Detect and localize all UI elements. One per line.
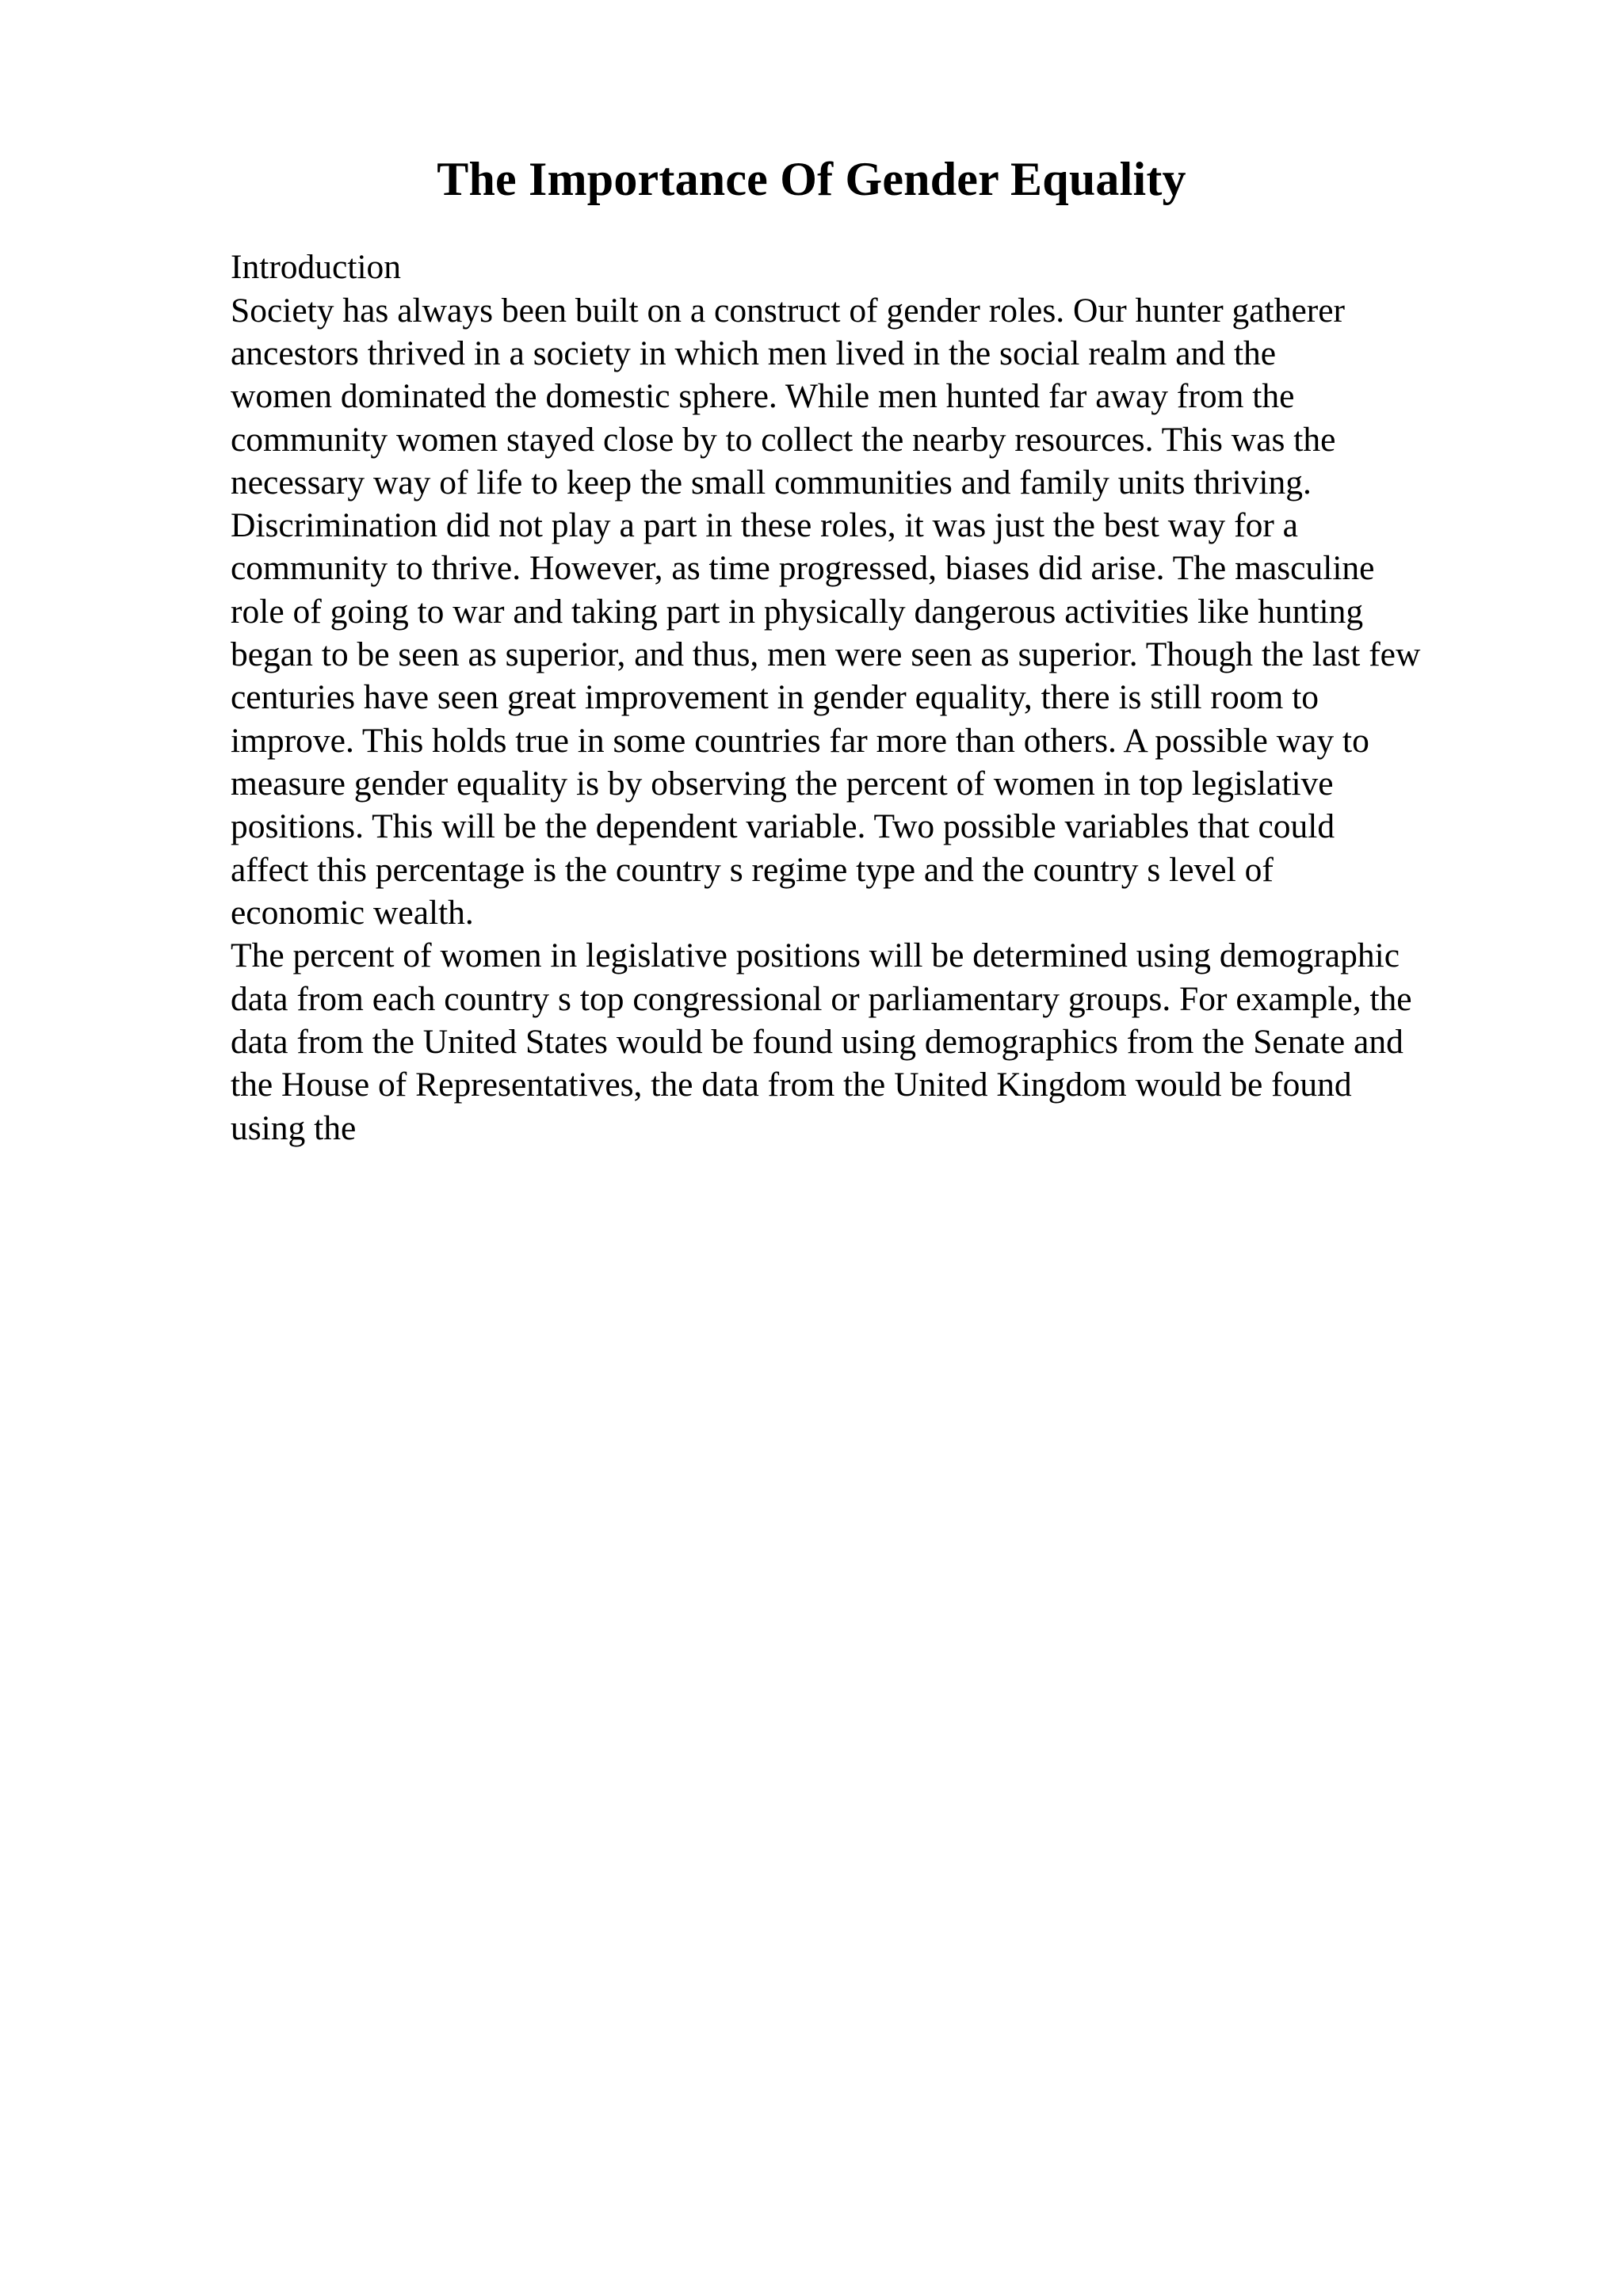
section-heading-introduction: Introduction	[231, 248, 402, 286]
body-line-12: measure gender equality is by observing the percent of women in top legislative	[231, 765, 1334, 803]
body-line-3: women dominated the domestic sphere. While men hunted far away from the	[231, 377, 1295, 415]
body-line-2: ancestors thrived in a society in which men lived in the social realm and the	[231, 334, 1277, 372]
body-line-15: economic wealth.	[231, 894, 474, 932]
body-line-9: began to be seen as superior, and thus, men were seen as superior. Though the last few	[231, 635, 1421, 673]
body-line-8: role of going to war and taking part in physically dangerous activities like hunting	[231, 593, 1364, 631]
body-line-7: community to thrive. However, as time progressed, biases did arise. The masculine	[231, 549, 1375, 587]
body-line-10: centuries have seen great improvement in gender equality, there is still room to	[231, 678, 1319, 716]
body-line-6: Discrimination did not play a part in these roles, it was just the best way for a	[231, 506, 1298, 544]
document-title: The Importance Of Gender Equality	[437, 153, 1186, 205]
body-line-4: community women stayed close by to collect the nearby resources. This was the	[231, 421, 1336, 459]
body-line-5: necessary way of life to keep the small communities and family units thriving.	[231, 463, 1312, 502]
body-line-16: The percent of women in legislative positions will be determined using demographic	[231, 936, 1400, 974]
body-line-11: improve. This holds true in some countries far more than others. A possible way to	[231, 722, 1369, 760]
body-line-13: positions. This will be the dependent variable. Two possible variables that could	[231, 807, 1335, 845]
body-line-20: using the	[231, 1109, 357, 1147]
body-line-1: Society has always been built on a construct of gender roles. Our hunter gatherer	[231, 292, 1346, 330]
body-line-17: data from each country s top congressional or parliamentary groups. For example, the	[231, 980, 1412, 1018]
body-line-14: affect this percentage is the country s regime type and the country s level of	[231, 851, 1274, 889]
body-line-18: data from the United States would be found using demographics from the Senate and	[231, 1023, 1403, 1061]
body-line-19: the House of Representatives, the data from the United Kingdom would be found	[231, 1066, 1352, 1104]
